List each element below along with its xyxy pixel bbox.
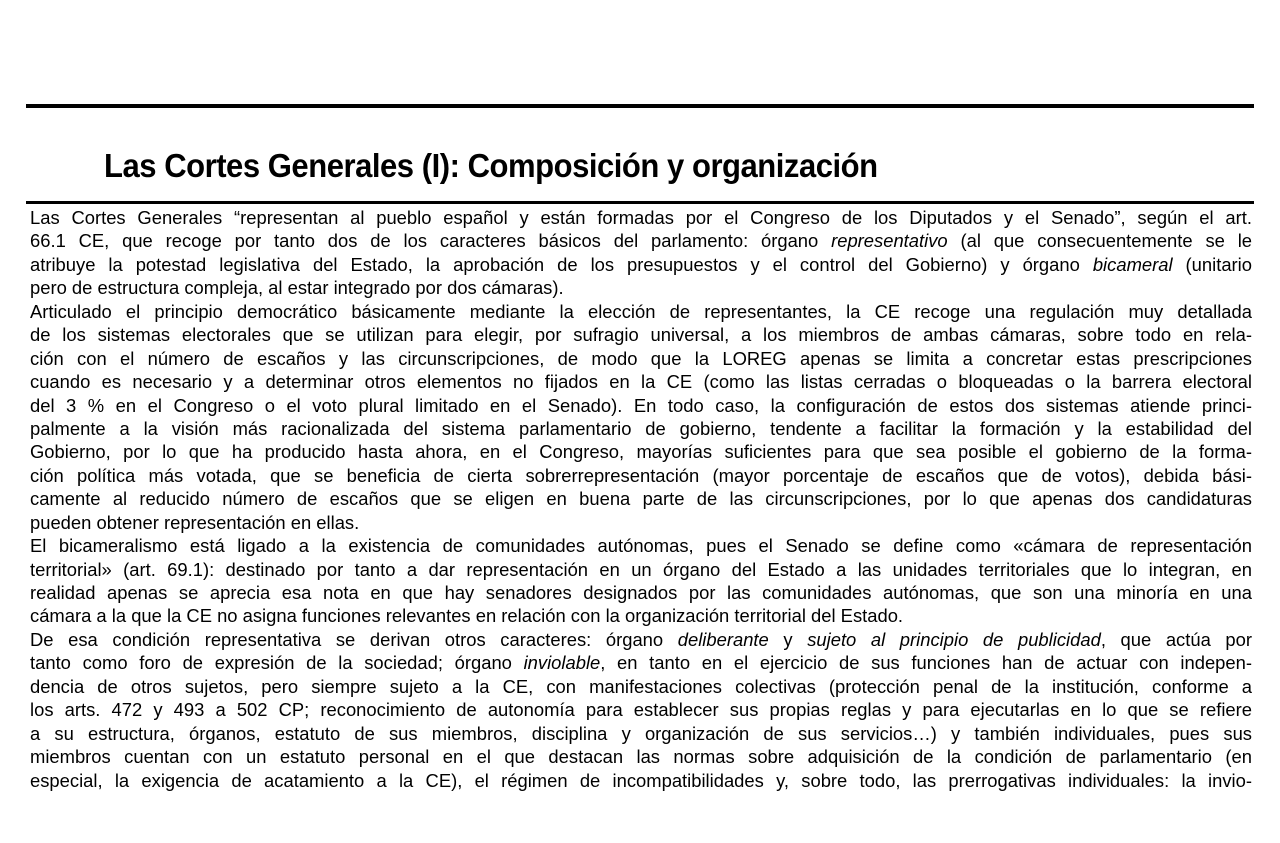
text-line: [30, 581, 1252, 604]
text-segment: , en tanto en el ejercicio de sus funciones han de actuar con indepen-: [600, 652, 1252, 674]
text-segment: miembros cuentan con un estatuto personal en el que destacan las normas sobre adquisición de la condición de parlamentario (en: [30, 746, 1252, 768]
page-title: Las Cortes Generales (I): Composición y organización: [104, 147, 878, 184]
text-segment: atribuye la potestad legislativa del Estado, la aprobación de los presupuestos y el control del Gobierno) y órgano: [30, 253, 1093, 275]
text-segment: Las Cortes Generales “representan al pueblo español y están formadas por el Congreso de los Diputados y el Senado”, según el art.: [30, 207, 1252, 228]
text-segment: (unitario: [1172, 253, 1252, 275]
text-segment: , que actúa por: [1100, 628, 1252, 650]
text-line: [30, 300, 1252, 323]
text-line: [30, 558, 1252, 581]
text-line: [30, 604, 1252, 627]
text-line: [30, 675, 1252, 698]
text-segment: tanto como foro de expresión de la sociedad; órgano: [30, 652, 524, 674]
text-line: [30, 417, 1252, 440]
text-segment: y: [768, 628, 808, 650]
text-segment: dencia de otros sujetos, pero siempre sujeto a la CE, con manifestaciones colectivas (protección penal de la institución, conforme a: [30, 675, 1252, 697]
text-line: [30, 511, 1252, 534]
text-segment: (al que consecuentemente se le: [947, 230, 1252, 252]
text-line: [30, 769, 1252, 792]
text-line: [30, 206, 1252, 229]
text-segment: Articulado el principio democrático básicamente mediante la elección de representantes, la CE recoge una regulación muy detallada: [30, 300, 1252, 322]
paragraph: [30, 300, 1252, 534]
text-line: [30, 440, 1252, 463]
text-segment: del 3 % en el Congreso o el voto plural limitado en el Senado). En todo caso, la configuración de estos dos sistemas atiende princi-: [30, 394, 1252, 416]
text-line: [30, 698, 1252, 721]
text-line: [30, 276, 1252, 299]
italic-term: representativo: [831, 230, 948, 252]
italic-term: bicameral: [1092, 253, 1173, 275]
text-segment: 66.1 CE, que recoge por tanto dos de los caracteres básicos del parlamento: órgano: [30, 230, 832, 252]
text-segment: de los sistemas electorales que se utilizan para elegir, por sufragio universal, a los miembros de ambas cámaras, sobre todo en rela-: [30, 324, 1252, 346]
italic-term: inviolable: [523, 652, 601, 674]
text-line: [30, 487, 1252, 510]
text-segment: realidad apenas se aprecia esa nota en que hay senadores designados por las comunidades autónomas, que son una minoría en una: [30, 582, 1252, 603]
text-segment: especial, la exigencia de acatamiento a la CE), el régimen de incompatibilidades y, sobre todo, las prerrogativas individuales: la invio-: [30, 769, 1252, 791]
text-segment: palmente a la visión más racionalizada del sistema parlamentario de gobierno, tendente a facilitar la formación y la estabilidad del: [30, 417, 1252, 439]
italic-term: sujeto al principio de publicidad: [807, 628, 1101, 650]
italic-term: deliberante: [677, 628, 769, 650]
text-segment: pueden obtener representación en ellas.: [30, 511, 360, 533]
text-line: [30, 347, 1252, 370]
text-segment: cuando es necesario y a determinar otros elementos no fijados en la CE (como las listas cerradas o bloqueadas o la barrera electoral: [30, 371, 1252, 393]
paragraph: [30, 534, 1252, 628]
text-line: [30, 464, 1252, 487]
text-segment: De esa condición representativa se derivan otros caracteres: órgano: [30, 628, 678, 650]
text-line: [30, 229, 1252, 252]
text-segment: camente al reducido número de escaños que se eligen en buena parte de las circunscripciones, por lo que apenas dos candidaturas: [30, 488, 1252, 510]
text-segment: pero de estructura compleja, al estar integrado por dos cámaras).: [30, 277, 564, 299]
text-line: [30, 370, 1252, 393]
header-top-rule: [26, 104, 1254, 108]
text-segment: ción con el número de escaños y las circunscripciones, de modo que la LOREG apenas se limita a concretar estas prescripciones: [30, 347, 1252, 369]
text-line: [30, 628, 1252, 651]
paragraph: [30, 628, 1252, 792]
text-segment: ción política más votada, que se beneficia de cierta sobrerrepresentación (mayor porcentaje de escaños que de votos), debida bási-: [30, 464, 1252, 486]
text-line: [30, 253, 1252, 276]
text-line: [30, 323, 1252, 346]
text-segment: a su estructura, órganos, estatuto de sus miembros, disciplina y organización de sus servicios…) y también individuales, pues sus: [30, 722, 1252, 744]
text-line: [30, 534, 1252, 557]
text-line: [30, 394, 1252, 417]
title-underline-rule: [26, 201, 1254, 204]
text-line: [30, 745, 1252, 768]
paragraph: [30, 206, 1252, 300]
text-segment: El bicameralismo está ligado a la existencia de comunidades autónomas, pues el Senado se define como «cámara de representación: [30, 535, 1252, 557]
text-segment: cámara a la que la CE no asigna funciones relevantes en relación con la organización territorial del Estado.: [30, 605, 904, 627]
text-segment: territorial» (art. 69.1): destinado por tanto a dar representación en un órgano del Estado a las unidades territoriales que lo integran, en: [30, 558, 1252, 580]
body-text: [30, 206, 1252, 792]
text-segment: Gobierno, por lo que ha producido hasta ahora, en el Congreso, mayorías suficientes para que sea posible el gobierno de la forma-: [30, 441, 1252, 463]
text-line: [30, 651, 1252, 674]
text-line: [30, 722, 1252, 745]
text-segment: los arts. 472 y 493 a 502 CP; reconocimiento de autonomía para establecer sus propias reglas y para ejecutarlas en lo que se refiere: [30, 699, 1252, 721]
